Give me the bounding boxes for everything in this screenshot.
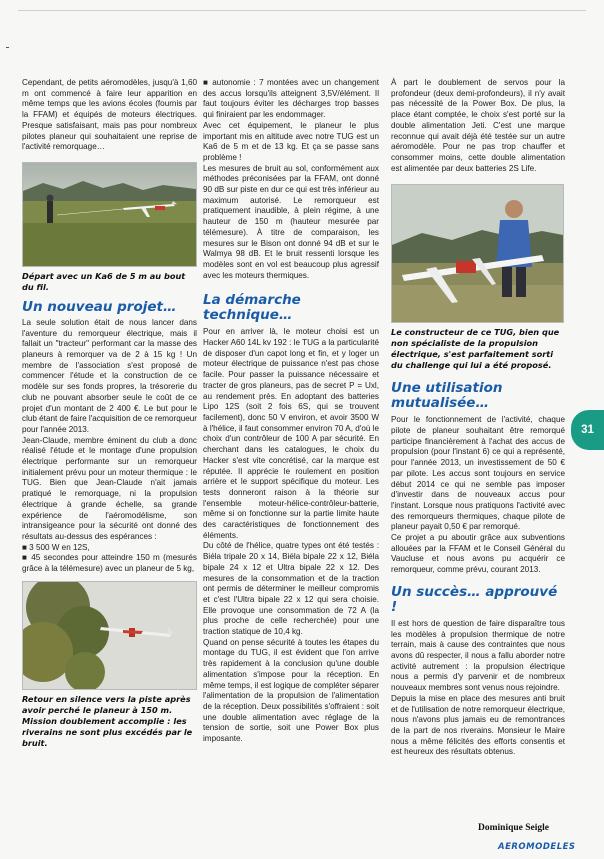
magazine-logo: AEROMODELES: [498, 842, 576, 852]
photo-constructor-tug: [391, 184, 564, 323]
top-rule: [18, 10, 586, 11]
body-paragraph: Depuis la mise en place des mesures anti bruit et de l'utilisation de notre remorqueur électrique, nous n'avons plus jamais eu de remontrances de la part de nos riverains. Monsieur le Maire nous a même félicités des efforts consentis et est heureux des résultats obtenus.: [391, 693, 565, 757]
photo-caption: Retour en silence vers la piste après avoir perché le planeur à 150 m. Mission doublement accomplie : les riverains ne sont plus excédés par le bruit.: [22, 693, 193, 748]
photo-caption: Départ avec un Ka6 de 5 m au bout du fil.: [22, 270, 186, 292]
section-heading: Un succès… approuvé !: [391, 583, 558, 615]
sky-photo-illustration: [23, 582, 196, 689]
body-paragraph: Du côté de l'hélice, quatre types ont été testés : Biéla tripale 20 x 14, Biéla bipale 22 x 12, Biéla bipale 24 x 12 et Ultra bipale 22 x 12. Des mesures de la consommation et de la traction ont permis de déterminer le meilleur compromis et c'est l'Ultra bipale 22 x 12 qui sera choisie. Elle provoque une consommation de 72 A (la plus proche de celle recherchée) pour une traction statique de 10,4 kg.: [203, 541, 379, 637]
body-paragraph: Les mesures de bruit au sol, conformément aux méthodes préconisées par la FFAM, ont donné 90 dB sur piste en dur ce qui est très inférieur au maximum autorisé. Le remorqueur est pratiquement inaudible, à plein régime, à une hauteur de 150 m (hauteur mesurée par télémesure). À titre de comparaison, les mesures sur le Bison ont donné 94 dB et sur le Walmya 98 dB. Et le bruit ressenti lorsque les modèles sont en vol est beaucoup plus agressif avec les moteurs thermiques.: [203, 163, 379, 280]
margin-mark: [6, 47, 9, 48]
body-paragraph: Pour en arriver là, le moteur choisi est un Hacker A60 14L kv 192 : le TUG a la particularité de disposer d'un capot long et fin, et y loger un moteur électrique de puissance n'est pas chose facile. Pour passer la puissance nécessaire et tracter de gros planeurs, pas de secret P = Uxl, au rendement près. En adoptant des batteries Lipo 12S (soit 2 fois 6S, qui se trouvent facilement), donc 50 V environ, et avoir 3500 W à l'hélice, il faut consommer environ 70 A, d'où le choix d'un contrôleur de 100 A par sécurité. En cherchant dans les catalogues, le choix du Hacker s'est vite concrétisé, car la marque est réputée. Il apprécie le roulement en position arrière et le support spécifique du moteur. Les tests donneront raison à la théorie sur l'ensemble moteur-hélice-contrôleur-batterie, même si on fonctionne sur la partie limite haute des caractéristiques de fonctionnement des éléments.: [203, 327, 379, 540]
section-heading: La démarche technique…: [203, 292, 301, 324]
page-number-tab: 31: [571, 410, 604, 450]
body-paragraph: Il est hors de question de faire disparaître tous les modèles à propulsion thermique de notre terrain, mais à cause des contraintes que nous avons dû respecter, il nous a fallu aborder notre activité autrement : la propulsion électrique nous a permis d'y parvenir et de nombreux nouveaux membres sont venus nous rejoindre.: [391, 618, 565, 693]
author-signature: Dominique Seigle: [478, 823, 549, 833]
section-heading: Un nouveau projet…: [22, 298, 177, 315]
photo-ka6-takeoff: [22, 162, 197, 267]
column-2: [203, 78, 379, 745]
constructor-photo-illustration: [392, 185, 563, 322]
body-paragraph: Quand on pense sécurité à toutes les étapes du montage du TUG, il est évident que l'on arrive très rapidement à la conclusion qu'une double alimentation s'impose pour la réception. En même temps, il est logique de compléter séparer l'alimentation de la propulsion de l'alimentation de la réception. Deux possibilités s'offraient : soit une double alimentation avec réglage de la tension de sortie, soit une Power Box plus imposante.: [203, 637, 379, 744]
photo-return-flight: [22, 581, 197, 690]
section-heading: Une utilisation mutualisée…: [391, 380, 503, 412]
body-paragraph: La seule solution était de nous lancer dans l'aventure du remorqueur électrique, mais il fallait un "tracteur" performant car la masse des planeurs à remorquer va de 2 à 15 kg ! Un membre de l'association s'est proposé de commencer l'étude et la construction de ce modèle sur ses fonds propres, la trésorerie du club ne pouvant absorber seule le coût de ce projet d'un montant de 2 400 €. Le but pour le club étant de faire l'acquisition de ce remorqueur pour l'année 2013.: [22, 317, 197, 434]
body-paragraph: À part le doublement de servos pour la profondeur (deux demi-profondeurs), il n'y avait pas nécessité de la Power Box. De plus, la place étant comptée, le choix s'est porté sur la double alimentation Jeti. C'est une marque reconnue qui avait déjà été testée sur un autre aéromodèle. Pour ne pas trop chauffer et consommer moins, cette double alimentation est alimentée par deux batteries 2S Life.: [391, 78, 565, 173]
body-paragraph: Avec cet équipement, le planeur le plus important mis en altitude avec notre TUG est un Ka6 de 5 m et de 13 kg. Et ça se passe sans problème !: [203, 120, 379, 162]
bullet-item: ■ 3 500 W en 12S,: [22, 542, 90, 552]
photo-caption: Le constructeur de ce TUG, bien que non spécialiste de la propulsion électrique, s'est parfaitement sorti du challenge qui lui a été proposé.: [391, 327, 560, 371]
body-paragraph: Pour le fonctionnement de l'activité, chaque pilote de planeur souhaitant être remorqué participe financièrement à l'achat des accus de propulsion (pour l'instant 6) ce qui a représenté, pour l'année 2013, un investissement de 50 € par pilote. Les accus sont toujours en service début 2014 ce qui ne semble pas imposer d'investir dans de nouveaux accus pour l'instant. Lorsque nous pratiquons l'activité avec des remorqueurs thermiques, chaque pilote de planeur payait 0,50 € par remorqué.: [391, 415, 565, 532]
body-paragraph: Jean-Claude, membre éminent du club a donc réalisé l'étude et le montage d'une propulsion électrique performante sur un remorqueur initialement prévu pour un moteur thermique : le TUG. Bien que Jean-Claude n'ait jamais pratiqué le remorquage, ni la propulsion électrique à grande échelle, sa grande expérience de l'aéromodélisme, son intransigeance pour la sécurité ont donné des résultats au-dessus des espérances :: [22, 435, 197, 541]
field-photo-illustration: [23, 163, 196, 266]
body-paragraph: Ce projet a pu aboutir grâce aux subventions allouées par la FFAM et le Conseil Général du Vaucluse et nous avons pu acquérir ce remorqueur, comme prévu, courant 2013.: [391, 533, 565, 575]
bullet-item: ■ 45 secondes pour atteindre 150 m (mesurés grâce à la télémesure) avec un planeur de 5 kg,: [22, 553, 197, 574]
column-3: [391, 78, 565, 758]
body-paragraph: ■ autonomie : 7 montées avec un changement des accus lorsqu'ils atteignent 3,5V/élément. Il faut toujours éviter les décharges trop basses qui finiraient par les endommager.: [203, 78, 379, 120]
column-1: [22, 78, 197, 749]
intro-paragraph: Cependant, de petits aéromodèles, jusqu'à 1,60 m ont commencé à faire leur apparition en même temps que les avions écoles (fournis par la FFAM) et équipés de moteurs électriques. Presque satisfaisant, mais pas pour nombreux pilotes planeur qui souhaitaient une reprise de l'activité remorquage…: [22, 78, 197, 152]
